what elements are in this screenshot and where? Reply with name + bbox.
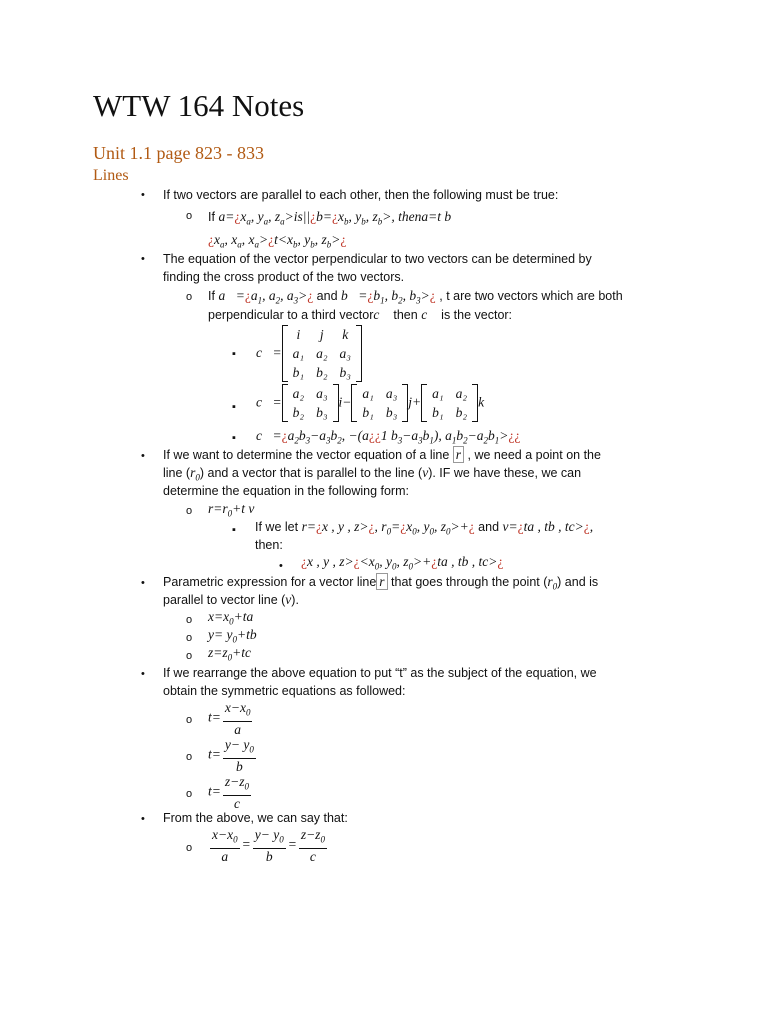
matrix-cell: b₁ <box>432 405 444 420</box>
matrix-cell: b₁ <box>362 405 374 420</box>
symmetric-text-1: If we rearrange the above equation to put “t” as the subject of the equation, we <box>163 666 597 680</box>
bullet: ▪ <box>232 432 236 444</box>
bullet: • <box>141 189 145 201</box>
matrix-cell: b₃ <box>339 365 351 380</box>
matrix <box>287 384 334 422</box>
parametric-text-2: parallel to vector line (v). <box>163 592 299 607</box>
matrix-cell: b₂ <box>455 405 468 420</box>
formula-segment: $a=¿x_a$, $y_a$, $z_a>is||¿b=¿x_b$, $y_b$, $z_b>$, thena=t b <box>218 209 452 227</box>
matrix-cell: b₁ <box>292 365 305 380</box>
bullet: • <box>141 668 145 680</box>
matrix-cell: b₃ <box>385 405 398 420</box>
bullet-text-cross-1: The equation of the vector perpendicular to two vectors can be determined by <box>163 252 592 266</box>
bullet: o <box>186 505 193 517</box>
matrix-cell: k <box>342 327 349 342</box>
bullet: o <box>186 210 193 222</box>
cross-definition: If $a⃗=¿a_1$, $a_2$, $a_3>¿$ and $b⃗=¿b_1$, $b_2$, $b_3>¿$ , t are two vectors which are both <box>208 288 623 306</box>
bullet: • <box>279 560 283 572</box>
bullet: • <box>141 253 145 265</box>
symmetric-y: t= $\frac{y- y_0}{b}$ <box>208 737 254 774</box>
bullet-text-parallel: If two vectors are parallel to each other, then the following must be true: <box>163 188 559 202</box>
bullet: ▪ <box>232 348 236 360</box>
matrix-cell: b₃ <box>316 405 328 420</box>
vector-eq-let: If we let r=¿x , y , z>¿, $r_0=¿x_0$, $y_0$, $z_0>+¿$ and v=¿ta , tb , tc>¿, <box>255 519 594 537</box>
bullet: o <box>186 650 193 662</box>
matrix-cell: a₃ <box>339 346 351 361</box>
parametric-text-1: Parametric expression for a vector line r that goes through the point $(r_0)$ and is <box>163 574 599 592</box>
bullet: o <box>186 751 193 763</box>
matrix <box>287 325 357 382</box>
page-title: WTW 164 Notes <box>93 88 305 123</box>
matrix-cell: i <box>296 327 301 342</box>
matrix <box>426 384 473 422</box>
matrix-cell: a₁ <box>362 386 374 401</box>
bullet: ▪ <box>232 401 236 413</box>
bullet: o <box>186 788 193 800</box>
vector-eq-text-3: determine the equation in the following form: <box>163 484 409 498</box>
vector-eq-result: ¿x , y , $z>¿<x_0$, $y_0$, $z_0>+¿ta$ , tb , tc>¿ <box>301 554 504 572</box>
cross-definition-2: perpendicular to a third vectorc⃗ then c⃗ is the vector: <box>208 307 513 322</box>
bullet: • <box>141 577 145 589</box>
bullet: o <box>186 632 193 644</box>
section-heading: Lines <box>93 167 129 184</box>
bullet: ▪ <box>232 524 236 536</box>
vector-eq-form: $r=r_0+t$ v <box>208 501 255 519</box>
formula-parallel-line2: ¿$x_a$, $x_a$, $x_a>¿t<x_b$, $y_b$, $z_b>¿$ <box>208 232 347 250</box>
cross-expansion: c⃗= a₂ a₃ b₂ b₃ i− a₁ a₃ b₁ b₃ j+ a₁ a₂ b₁ b₂ k <box>256 386 485 420</box>
matrix-cell: b₂ <box>316 365 328 380</box>
matrix <box>356 384 403 422</box>
parametric-x: $x=x_0+ta$ <box>208 609 254 627</box>
bullet: o <box>186 714 193 726</box>
bullet: • <box>141 450 145 462</box>
if-label: If <box>208 210 215 224</box>
bullet-text-cross-2: finding the cross product of the two vectors. <box>163 270 405 284</box>
bullet: o <box>186 614 193 626</box>
matrix-cell: a₁ <box>292 346 305 361</box>
bullet: o <box>186 842 193 854</box>
symmetric-z: t= $\frac{z-z_0}{c}$ <box>208 774 249 811</box>
symmetric-combined: $\frac{x-x_0}{a}$ = $\frac{y- y_0}{b}$ = $\frac{z-z_0}{c}$ <box>212 827 325 864</box>
matrix-cell: b₂ <box>292 405 305 420</box>
cross-matrix-3x3: c⃗= i j k a₁ a₂ a₃ b₁ b₂ b₃ <box>256 325 362 382</box>
formula-parallel <box>208 209 451 230</box>
matrix-cell: a₁ <box>432 386 444 401</box>
parametric-z: $z=z_0+tc$ <box>208 645 251 663</box>
symmetric-text-2: obtain the symmetric equations as followed: <box>163 684 406 698</box>
matrix-cell: j <box>319 327 324 342</box>
symmetric-x: t= $\frac{x-x_0}{a}$ <box>208 700 251 737</box>
unit-heading: Unit 1.1 page 823 - 833 <box>93 143 264 163</box>
matrix-cell: a₂ <box>316 346 328 361</box>
parametric-y: $y= y_0+tb$ <box>208 627 257 645</box>
matrix-cell: a₂ <box>455 386 468 401</box>
matrix-cell: a₃ <box>316 386 328 401</box>
matrix-cell: a₂ <box>292 386 305 401</box>
cross-result: $c⃗=¿a_2b_3-a_3b_2$, −(a¿¿1 $b_3-a_3b_1$), $a_1b_2-a_2b_1>¿¿$ <box>256 428 521 446</box>
vector-eq-text-1: If we want to determine the vector equation of a line r , we need a point on the <box>163 447 601 462</box>
conclusion-text: From the above, we can say that: <box>163 811 348 825</box>
vector-eq-text-2: line $(r_0)$ and a vector that is parallel to the line (v). IF we have these, we can <box>163 465 582 483</box>
vector-eq-then: then: <box>255 538 283 552</box>
bullet: o <box>186 291 193 303</box>
matrix-cell: a₃ <box>385 386 398 401</box>
bullet: • <box>141 813 145 825</box>
